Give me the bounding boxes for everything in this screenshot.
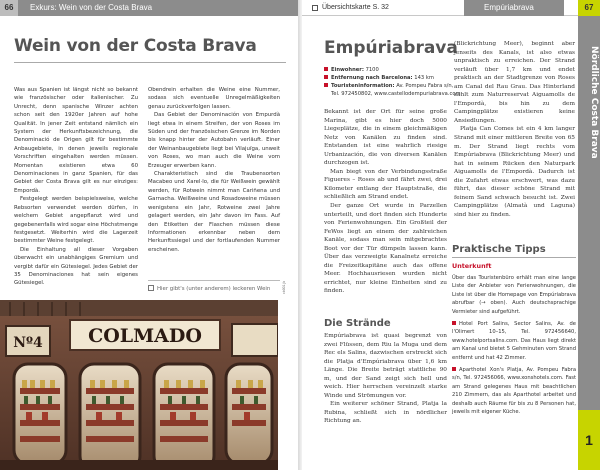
left-column-2: [148, 86, 280, 254]
beaches-column: [324, 332, 447, 426]
camera-icon: [148, 285, 154, 291]
practical-tips-title: Praktische Tipps: [452, 244, 576, 258]
page-number-right: 67: [578, 0, 600, 16]
paragraph: Der ganze Ort wurde in Parzellen unterteilt, und dort finden sich Hunderte von Ferienwohnungen. Ein Großteil der FeWos liegt an einem der zahlreichen Kanäle, sodass man sein mitgebrachtes Boot vor der Tür dümpeln lassen kann. Über das verzweigte Kanalnetz erreiche die Freizeitkapitäne auch das offene Meer. Hochhausriesen wurden nicht errichtet, nur kleine Einheiten sind zu finden.: [324, 203, 447, 295]
paragraph: Bekannt ist der Ort für seine große Marina, gibt es hier doch 5000 Liegeplätze, die in einem gleichmäßigen Netz von Kanälen zu finden sind. Entstanden ist eine wahrlich riesige Urbanización, die von diversen Kanälen durchzogen ist.: [324, 109, 447, 167]
beaches-heading: Die Strände: [324, 318, 391, 329]
right-column-2: [454, 40, 575, 219]
paragraph: (Blickrichtung Meer), beginnt aber jenseits des Kanals, ist also etwas unpraktisch zu erreichen. Der Strand verläuft über 1,7 km und endet praktisch an der Stadtgrenze von Roses am Canal del Rau Grau. Das Hinterland zählt zum Naturreservat Aiguamolls de l'Empordà, bis hin zu dem Campingplätze existieren keine Ansiedlungen.: [454, 41, 575, 124]
left-header: [0, 0, 298, 16]
right-column-1: [324, 108, 447, 296]
right-page: [302, 0, 600, 470]
bullet-square-icon: [324, 67, 328, 71]
page-number-left: 66: [0, 0, 18, 16]
bullet-square-icon: [324, 83, 328, 87]
paragraph: Hotel Port Salins, Sector Salins, Av. de l'Olimert 10–15, Tel. 972456640, www.hotelportsalins.com. Das Haus liegt direkt am Kanal und bietet 5 Gehminuten vom Strand entfernt und hat 42 Zimmer.: [452, 321, 576, 361]
caption-text: Hier gibt's (unter anderem) leckeren Wein: [157, 286, 271, 292]
place-header: Empúriabrava: [464, 0, 564, 16]
accommodation-heading: Unterkunft: [452, 262, 492, 270]
article-title: Wein von der Costa Brava: [14, 36, 286, 63]
info-row: Tel. 972450802, www.castellodempuriabrava.com: [331, 91, 461, 97]
paragraph: Festgelegt werden beispielsweise, welche Rebsorten verwendet werden dürfen, in welchem Gebiet angepflanzt wird und gegebenenfalls wird sogar eine Höchstmenge festgesetzt. Weiterhin wird die Lagerzeit bestimmter Weine festgelegt.: [14, 196, 138, 245]
paragraph: Die Einhaltung all dieser Vorgaben überwacht ein unabhängiges Gremium und vergibt dafür ein Gütesiegel. Jedes Gebiet der 35 Denominaciones hat sein eigenes Gütesiegel.: [14, 246, 138, 287]
paragraph: Empúriabrava ist quasi begrenzt von zwei Flüssen, dem Riu la Muga und dem Rec els Salins, dazwischen erstreckt sich die Platja d'Empúriabrava über 1,6 km Länge. Die Breite beträgt stattliche 90 m, und der Sand zeigt sich hell und weich. Hier herrschen vereinzelt starke Winde und Strömungen vor.: [324, 333, 447, 399]
paragraph: Das Gebiet der Denominación von Empurdà liegt etwa in einem Streifen, der von Roses im Süden und der französischen Grenze im Norden bis knapp hinter der Autobahn verläuft. Einer der Weinanbaugebiete liegt bei Vilajuïga, unweit von Roses, wo man auch die Weine vom Erzeuger erwerben kann.: [148, 112, 280, 169]
paragraph: Man biegt von der Verbindungsstraße Figueres – Roses ab und fährt zwei, drei Kilometer entlang der Hauptstraße, die schließlich am Strand endet.: [324, 168, 447, 201]
overview-map-reference: Übersichtskarte S. 32: [322, 4, 389, 11]
paragraph: Aparthotel Xon's Platja, Av. Pompeu Fabra s/n, Tel. 972456066, www.xonshotels.com. Fast am Strand gelegenes Haus mit beachtlichen 210 Zimmern, das als Aparthotel arbeitet und deshalb auch Räume für bis zu 8 Personen hat, jeweils mit eigener Küche.: [452, 367, 576, 416]
tips-text: [452, 274, 576, 417]
side-strip: [578, 16, 600, 410]
left-page: [0, 0, 298, 470]
practical-tips: [452, 244, 576, 421]
info-row: Einwohner: 7100: [324, 66, 444, 74]
paragraph: Charakteristisch sind die Traubensorten Macabeo und Xarel·lo, die für Weißwein gewählt werden, für Rotwein nimmt man Cariñena und Garnacha. Weißweine und Rosadoweine müssen wenigstens ein Jahr, Rotweine zwei Jahre gelagert werden, ein Jahr davon im Fass. Auf den Etiketten der Flaschen müssen diese Informationen erkennbar neben dem Herkunftssiegel und der fortlaufenden Nummer erscheinen.: [148, 171, 280, 253]
info-row: Entfernung nach Barcelona: 143 km: [324, 74, 444, 82]
shop-sign: COLMADO: [88, 325, 202, 347]
map-icon: [312, 5, 318, 11]
right-header: [302, 0, 600, 16]
shop-photo: [0, 300, 278, 470]
bullet-square-icon: [324, 75, 328, 79]
info-block: [324, 66, 461, 98]
paragraph: Obendrein erhalten die Weine eine Nummer, sodass sich eventuelle Unregelmäßigkeiten genau zurückverfolgen lassen.: [148, 87, 280, 110]
paragraph: Platja Can Comes ist ein 4 km langer Strand mit einer mittleren Breite von 65 m. Der Strand liegt rechts vom Empúriabrava (Blickrichtung Meer) und hat in seinem Rücken den Naturpark Aiguamolls de l'Empordà. Dadurch ist die Zufahrt etwas erschwert, was dazu führt, das dieser schöne Strand mit feinem Sand schwach besucht ist. Zwei Campingplätze (Almatà und Laguna) sind hier zu finden.: [454, 126, 575, 218]
info-row: Touristeninformation: Av. Pompeu Fabra s/n,: [324, 82, 444, 90]
paragraph: Über das Touristenbüro erhält man eine lange Liste der Anbieter von Ferienwohnungen, die Liste ist über die Homepage von Empúriabrava abrufbar (→ oben). Auch deutschsprachige Vermieter sind aufgeführt.: [452, 275, 576, 315]
photo-credit: cb001 jk: [282, 280, 286, 294]
left-column-1: [14, 86, 138, 288]
section-title: Exkurs: Wein von der Costa Brava: [30, 3, 153, 12]
shop-photo-drawing: [0, 300, 278, 470]
photo-caption: [148, 280, 280, 292]
bullet-square-icon: [452, 367, 456, 371]
paragraph: Was aus Spanien ist längst nicht so bekannt wie französischer oder italienischer. Zu Unrecht, denn spanische Winzer achten schon seit den 1920er Jahren auf hohe Qualität. In jener Zeit entstand nämlich ein System der Herkunftsbezeichnung, die Denominació de Origen gilt für bestimmte Anbaugebiete, in denen jeweils regionale Vorschriften eingehalten werden müssen. Momentan existieren etwa 60 Denominaciones in ganz Spanien, für das Gebiet der Costa Brava gilt es nur einziges: Empordà.: [14, 87, 138, 194]
shop-number: Nº4: [13, 335, 43, 351]
bullet-square-icon: [452, 321, 456, 325]
place-title: Empúriabrava: [324, 38, 458, 58]
paragraph: Ein weiterer schöner Strand, Platja la Rubina, schließt sich in nördlicher Richtung an.: [324, 401, 447, 425]
chapter-tab: 1: [578, 410, 600, 470]
region-label: Nördliche Costa Brava: [589, 46, 599, 159]
